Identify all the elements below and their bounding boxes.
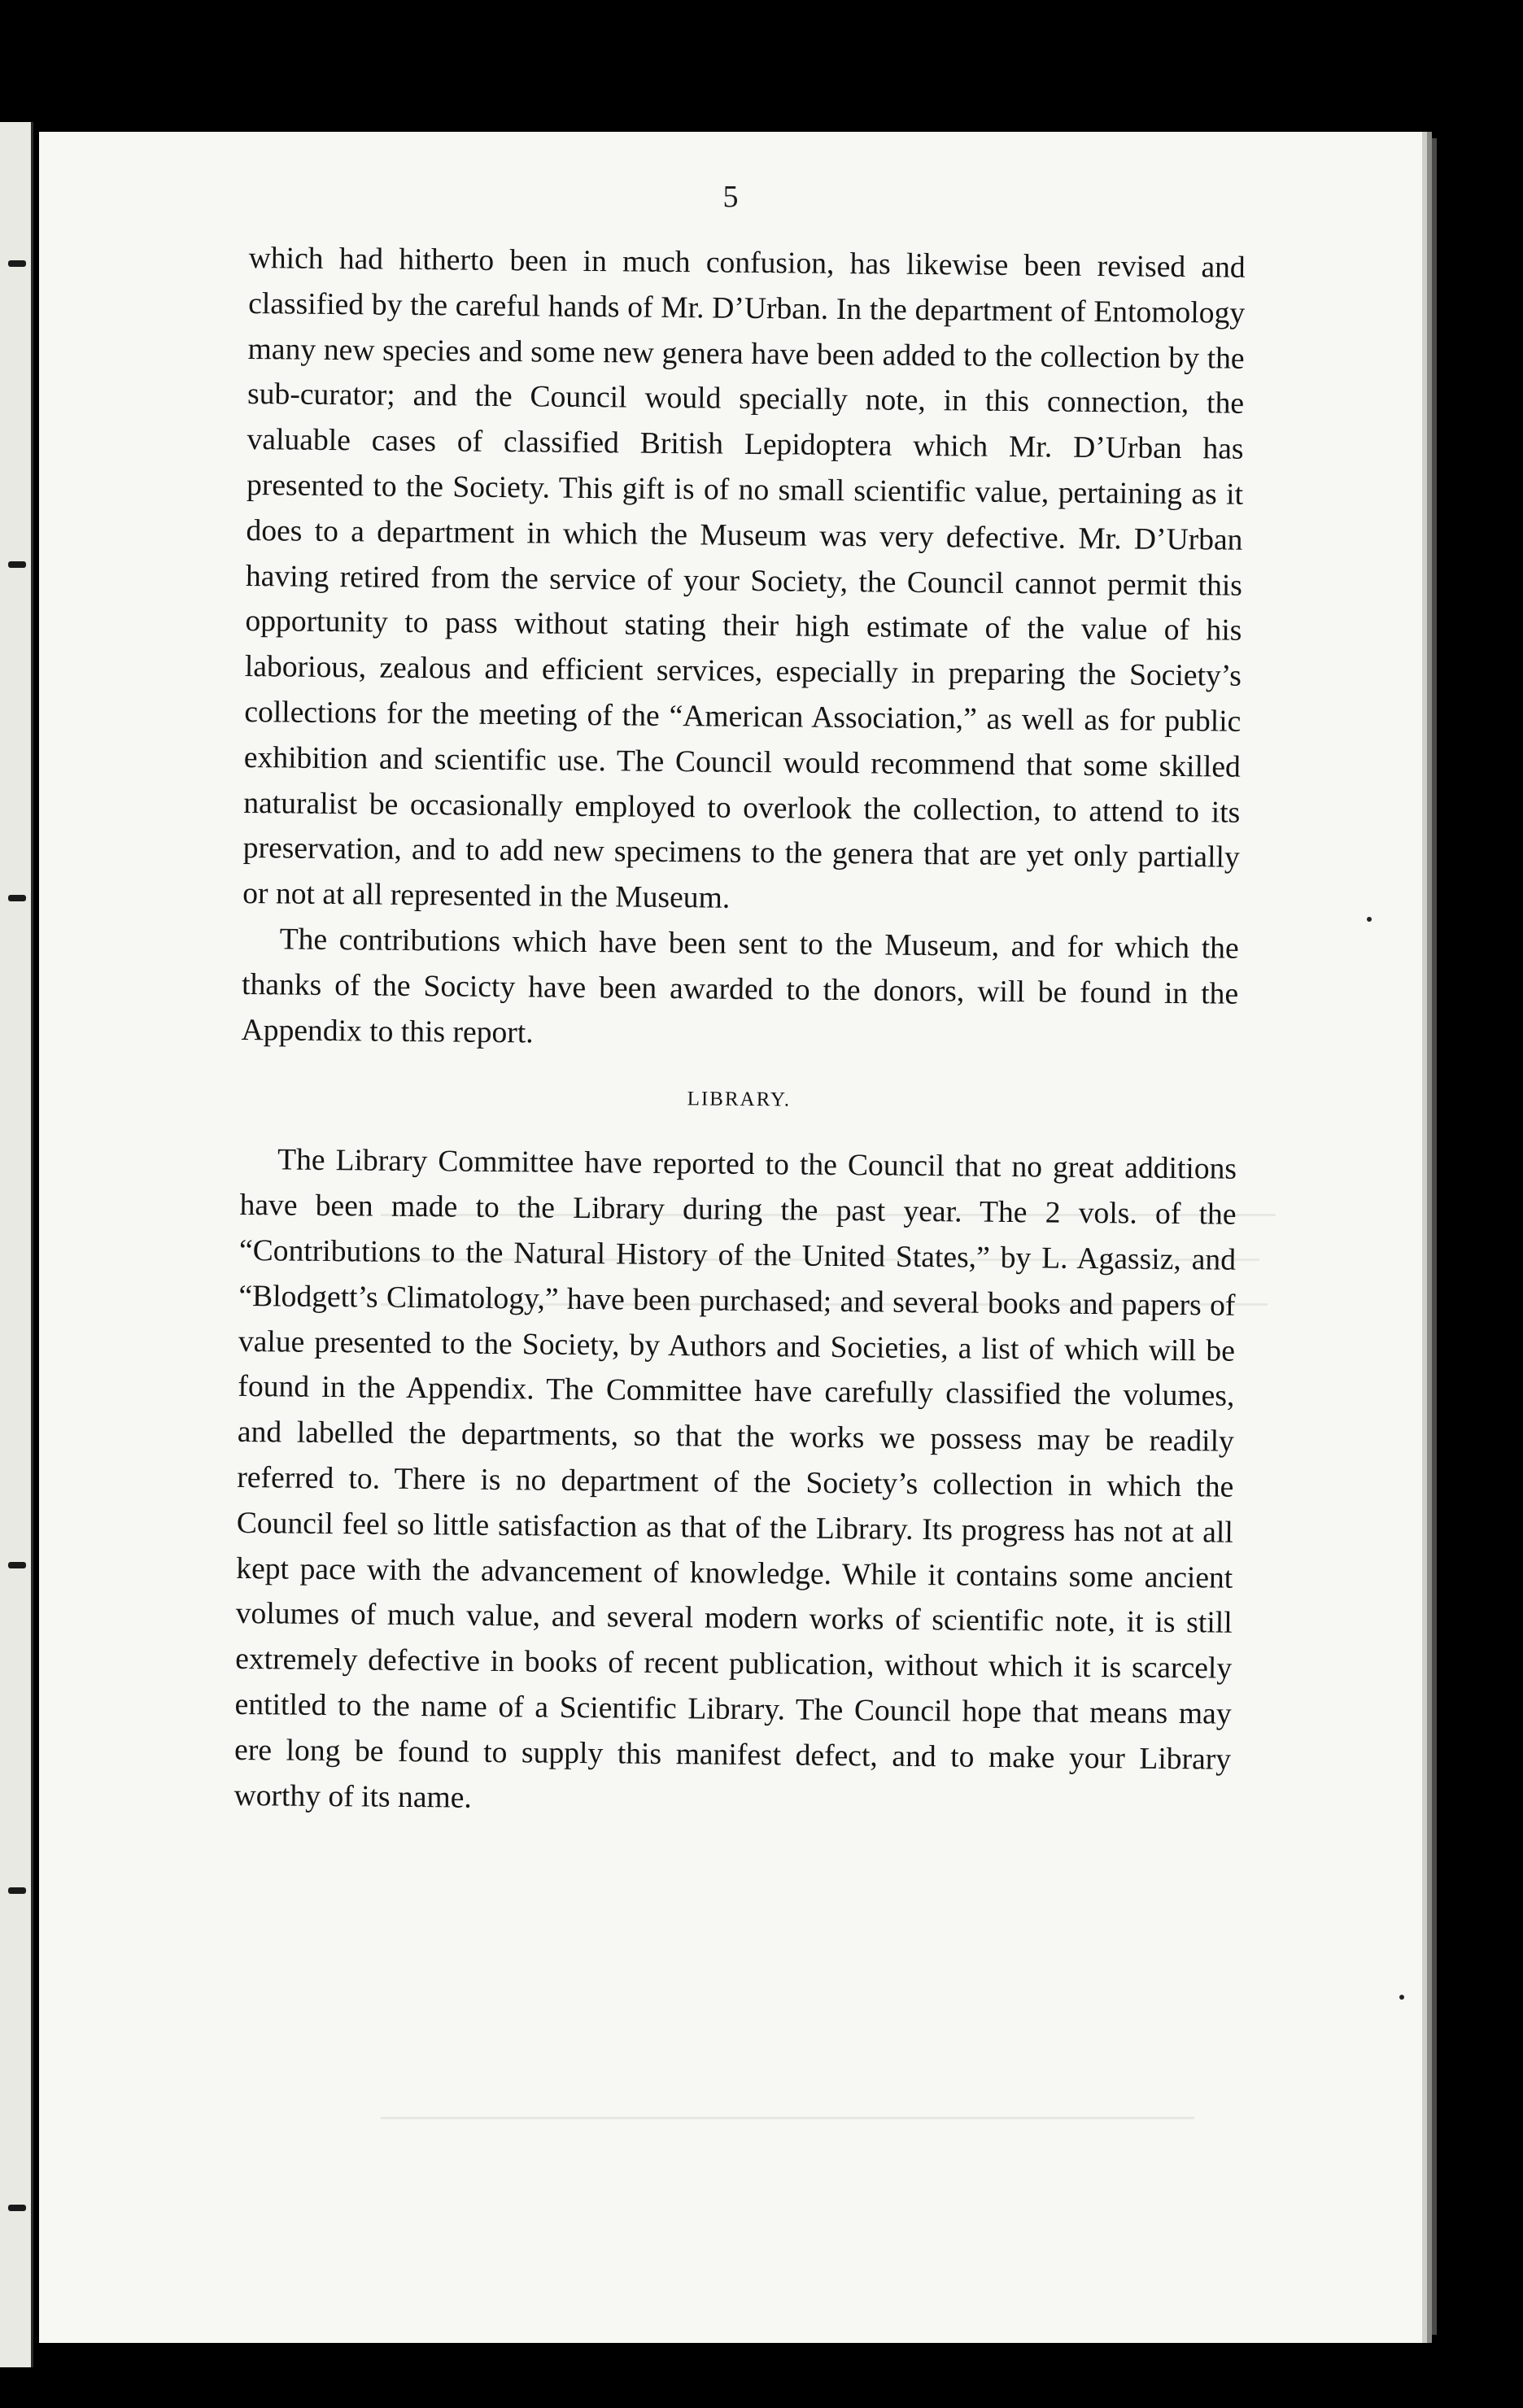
scan-mark <box>8 2205 26 2211</box>
scan-mark <box>8 1887 26 1894</box>
section-heading: LIBRARY. <box>687 1088 792 1111</box>
book-page <box>39 132 1422 2343</box>
scan-mark <box>8 260 26 267</box>
paragraph: The contributions which have been sent to the Museum, and for which the thanks of the Socicty have been awarded to the donors, will be found in the Appendix to this report. <box>241 923 1239 1049</box>
left-page-edge <box>0 122 33 2367</box>
scan-mark <box>8 895 26 901</box>
body-text <box>233 236 1246 1828</box>
ink-speck <box>1399 1995 1404 2000</box>
page-number: 5 <box>722 180 739 214</box>
scan-mark <box>8 561 26 568</box>
paragraph: which had hitherto been in much confusion, has likewise been revised and classified by the careful hands of Mr. D’Urban. In the department of Entomology many new species and some new genera have been added to the collection by the sub-curator; and the Council would specially note, in this connection, the valuable cases of classified British Lepidoptera which Mr. D’Urban has presented to the Society. This gift is of no small scientific value, pertaining as it does to a department in which the Museum was very defective. Mr. D’Urban having retired from the service of your Society, the Council cannot permit this opportunity to pass without stating their high estimate of the value of his laborious, zealous and efficient services, especially in preparing the Society’s collections for the meeting of the “American Association,” as well as for public exhibition and scientific use. The Council would recommend that some skilled naturalist be occasionally employed to overlook the collection, to attend to its preservation, and to add new specimens to the genera that are yet only partially or not at all represented in the Museum. <box>242 241 1246 915</box>
bleed-through <box>381 2117 1194 2119</box>
scan-mark <box>8 1562 26 1568</box>
paragraph: The Library Committee have reported to the Council that no great additions have been made to the Library during the past year. The 2 vols. of the “Contributions to the Natural History of the United States,” by L. Agassiz, and “Blodgett’s Climatology,” have been purchased; and several books and papers of value presented to the Society, by Authors and Societies, a list of which will be found in the Appendix. The Committee have carefully classified the volumes, and labelled the departments, so that the works we possess may be readily referred to. There is no department of the Society’s collection in which the Council feel so little satisfaction as that of the Library. Its progress has not at all kept pace with the advancement of knowledge. While it contains some ancient volumes of much value, and several modern works of scientific note, it is still extremely defective in books of recent publication, without which it is scarcely entitled to the name of a Scientific Library. The Council hope that means may ere long be found to supply this manifest defect, and to make your Library worthy of its name. <box>233 1143 1237 1815</box>
page-edge-shadow <box>1432 138 1437 2335</box>
ink-speck <box>1367 917 1372 922</box>
